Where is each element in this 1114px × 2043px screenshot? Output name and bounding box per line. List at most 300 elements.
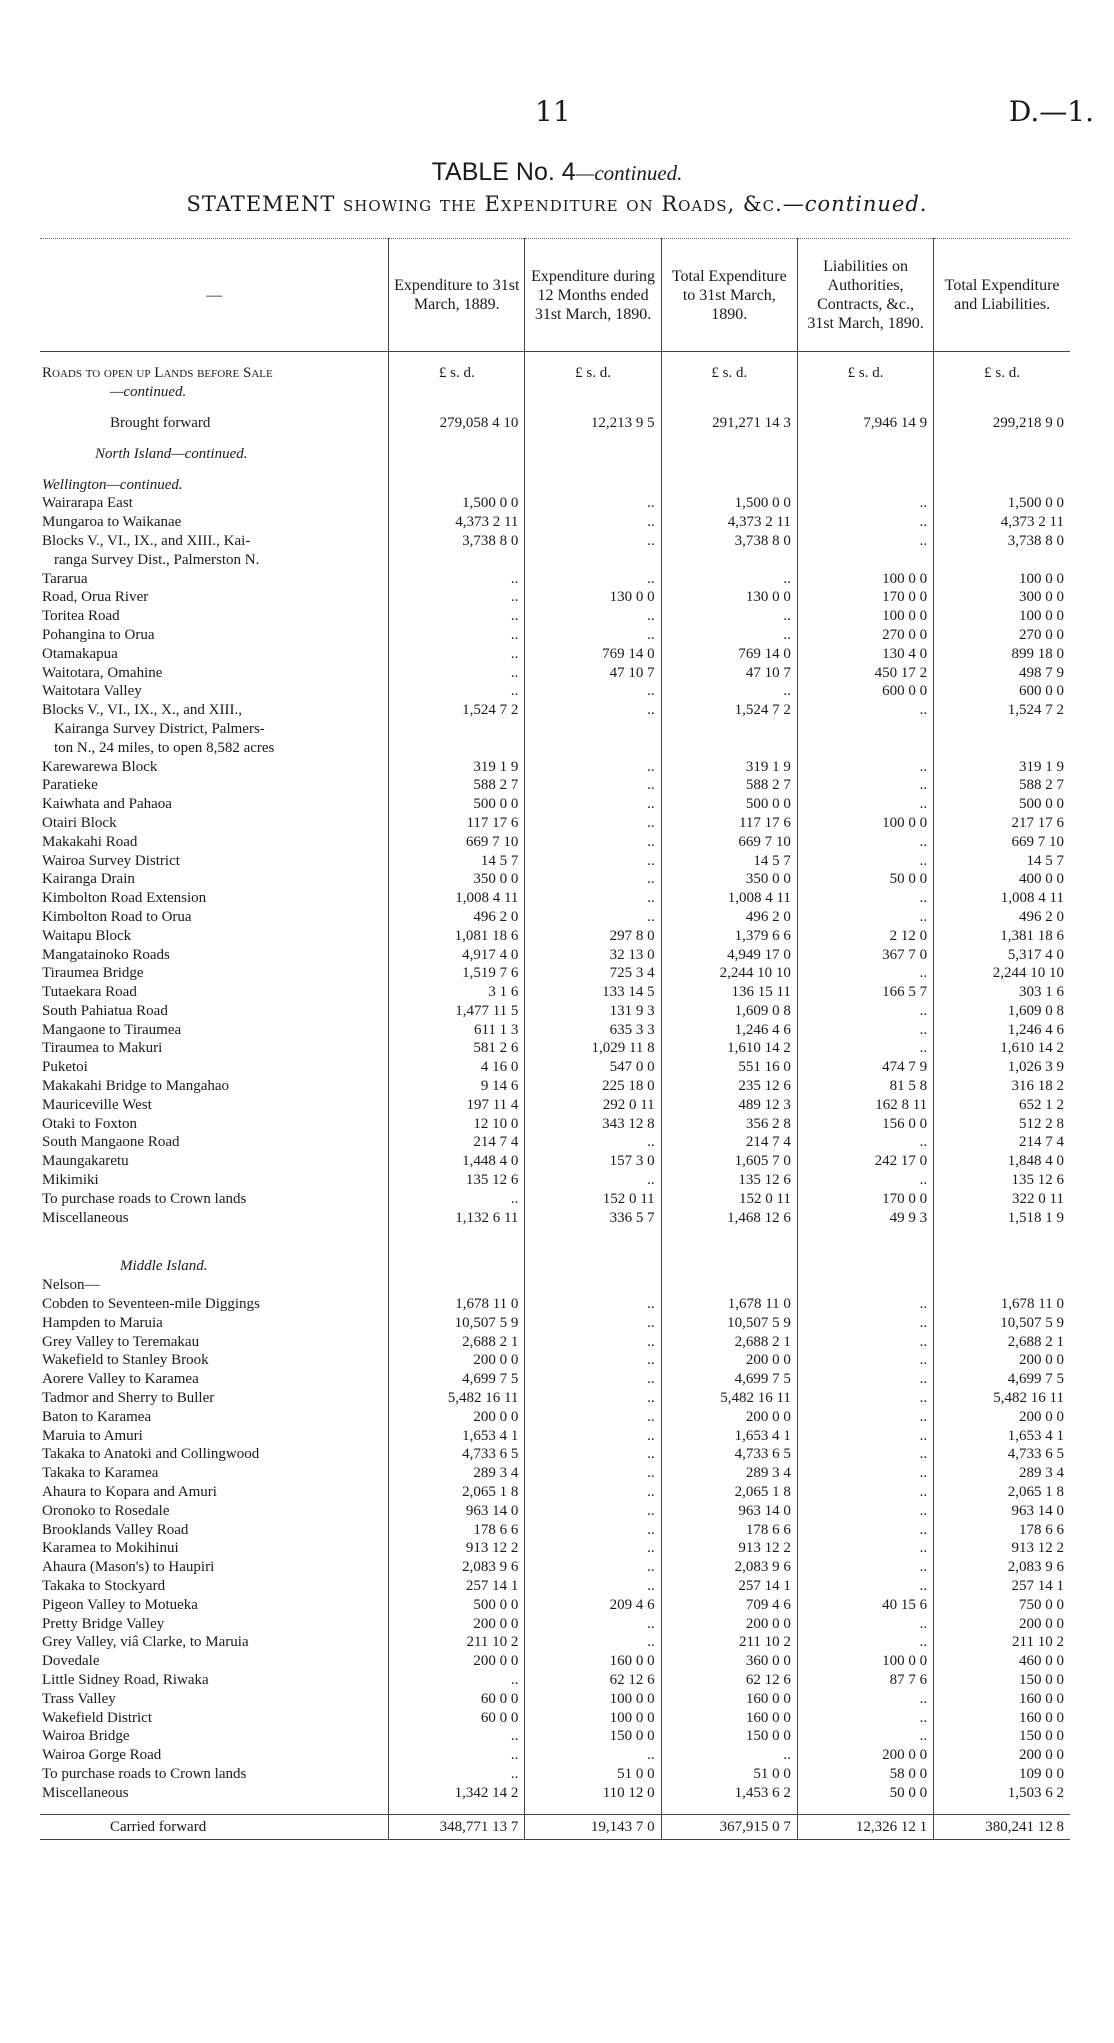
row-description: Tiraumea to Makuri xyxy=(42,1040,163,1057)
row-description: Takaka to Stockyard xyxy=(42,1578,166,1594)
row-amount: 136 15 11 xyxy=(661,983,797,1002)
row-amount: 588 2 7 xyxy=(934,776,1070,795)
row-description: Little Sidney Road, Riwaka xyxy=(42,1671,209,1688)
row-amount: 3,738 8 0 xyxy=(934,532,1070,551)
row-amount: 2,065 1 8 xyxy=(934,1483,1070,1502)
row-description: Brooklands Valley Road xyxy=(42,1521,189,1538)
row-amount: 600 0 0 xyxy=(797,682,933,701)
row-amount: 100 0 0 xyxy=(525,1689,661,1708)
row-amount: 47 10 7 xyxy=(661,663,797,682)
col-header-liabilities: Liabilities on Authorities, Contracts, &c., 31st March, 1890. xyxy=(797,239,933,352)
row-description: Mangaone to Tiraumea xyxy=(42,1021,182,1038)
row-amount: 400 0 0 xyxy=(934,870,1070,889)
row-amount: 214 7 4 xyxy=(661,1133,797,1152)
row-amount: .. xyxy=(525,1483,661,1502)
row-amount: 360 0 0 xyxy=(661,1652,797,1671)
table-row xyxy=(40,776,1070,795)
row-amount: .. xyxy=(797,1614,933,1633)
row-description: Hampden to Maruia xyxy=(42,1314,163,1331)
row-amount: 669 7 10 xyxy=(934,832,1070,851)
row-amount: 130 0 0 xyxy=(661,588,797,607)
row-amount: 336 5 7 xyxy=(525,1208,661,1227)
row-amount: 350 0 0 xyxy=(389,870,525,889)
row-amount: 178 6 6 xyxy=(389,1520,525,1539)
row-amount: .. xyxy=(525,1426,661,1445)
table-row xyxy=(40,682,1070,701)
row-amount: 214 7 4 xyxy=(389,1133,525,1152)
table-row xyxy=(40,720,1070,739)
row-amount: 2,065 1 8 xyxy=(389,1483,525,1502)
row-description: To purchase roads to Crown lands xyxy=(42,1190,247,1207)
row-amount: 170 0 0 xyxy=(797,588,933,607)
row-amount: 160 0 0 xyxy=(934,1689,1070,1708)
row-amount: 60 0 0 xyxy=(389,1708,525,1727)
table-row xyxy=(40,1133,1070,1152)
row-description: Pohangina to Orua xyxy=(42,626,155,643)
row-amount: 963 14 0 xyxy=(934,1501,1070,1520)
row-amount: .. xyxy=(525,607,661,626)
row-amount: .. xyxy=(525,1577,661,1596)
row-amount: 769 14 0 xyxy=(661,644,797,663)
row-amount: 131 9 3 xyxy=(525,1002,661,1021)
row-amount: 4,733 6 5 xyxy=(389,1445,525,1464)
table-row xyxy=(40,1426,1070,1445)
row-amount: 1,500 0 0 xyxy=(661,494,797,513)
row-amount: .. xyxy=(797,701,933,720)
row-description: Baton to Karamea xyxy=(42,1408,152,1425)
table-row xyxy=(40,1407,1070,1426)
row-amount: 150 0 0 xyxy=(525,1727,661,1746)
row-amount: 170 0 0 xyxy=(797,1189,933,1208)
row-amount: 117 17 6 xyxy=(661,814,797,833)
row-amount: .. xyxy=(797,851,933,870)
row-amount: 200 0 0 xyxy=(934,1351,1070,1370)
row-amount xyxy=(797,720,933,739)
page-header xyxy=(0,95,1114,135)
row-amount: .. xyxy=(525,1332,661,1351)
row-amount: 58 0 0 xyxy=(797,1765,933,1784)
row-amount: 2,083 9 6 xyxy=(389,1558,525,1577)
row-amount: 32 13 0 xyxy=(525,945,661,964)
row-amount: 300 0 0 xyxy=(934,588,1070,607)
row-amount: 2,065 1 8 xyxy=(661,1483,797,1502)
row-description: Mikimiki xyxy=(42,1172,99,1189)
table-row xyxy=(40,532,1070,551)
row-amount: 211 10 2 xyxy=(934,1633,1070,1652)
row-amount: 474 7 9 xyxy=(797,1058,933,1077)
row-amount: 1,453 6 2 xyxy=(661,1783,797,1802)
row-description: Wairarapa East xyxy=(42,495,133,512)
row-amount: 725 3 4 xyxy=(525,964,661,983)
row-amount: 5,482 16 11 xyxy=(389,1389,525,1408)
row-amount: .. xyxy=(525,1614,661,1633)
row-amount: .. xyxy=(797,1539,933,1558)
row-amount: .. xyxy=(797,1577,933,1596)
row-amount: 62 12 6 xyxy=(525,1671,661,1690)
row-description: Kimbolton Road to Orua xyxy=(42,908,192,925)
row-amount: 1,518 1 9 xyxy=(934,1208,1070,1227)
row-amount: 319 1 9 xyxy=(934,757,1070,776)
row-amount: 500 0 0 xyxy=(389,1595,525,1614)
row-amount: 551 16 0 xyxy=(661,1058,797,1077)
table-row xyxy=(40,851,1070,870)
row-amount: 1,524 7 2 xyxy=(934,701,1070,720)
row-amount: 1,008 4 11 xyxy=(389,889,525,908)
row-amount: 913 12 2 xyxy=(661,1539,797,1558)
row-amount: 200 0 0 xyxy=(934,1614,1070,1633)
row-description: Grey Valley to Teremakau xyxy=(42,1333,200,1350)
row-amount: 150 0 0 xyxy=(934,1727,1070,1746)
row-amount: .. xyxy=(797,908,933,927)
table-row xyxy=(40,588,1070,607)
row-amount: 512 2 8 xyxy=(934,1114,1070,1133)
row-amount: 4,699 7 5 xyxy=(389,1370,525,1389)
row-amount: 5,317 4 0 xyxy=(934,945,1070,964)
section-heading-row: Roads to open up Lands before Sale £ s. d. £ s. d. £ s. d. £ s. d. £ s. d. xyxy=(40,364,1070,383)
row-amount: 913 12 2 xyxy=(934,1539,1070,1558)
row-amount: 4,373 2 11 xyxy=(389,513,525,532)
table-row xyxy=(40,569,1070,588)
row-amount: 156 0 0 xyxy=(797,1114,933,1133)
row-amount xyxy=(934,738,1070,757)
row-description: Maungakaretu xyxy=(42,1153,129,1170)
row-amount: 162 8 11 xyxy=(797,1095,933,1114)
row-amount: 197 11 4 xyxy=(389,1095,525,1114)
row-amount: 1,519 7 6 xyxy=(389,964,525,983)
table-row xyxy=(40,701,1070,720)
row-description: To purchase roads to Crown lands xyxy=(42,1765,247,1782)
row-amount: 1,678 11 0 xyxy=(934,1295,1070,1314)
row-amount: .. xyxy=(525,1295,661,1314)
row-description: Miscellaneous xyxy=(42,1784,129,1801)
row-amount: 1,468 12 6 xyxy=(661,1208,797,1227)
row-amount: 611 1 3 xyxy=(389,1020,525,1039)
row-amount: 51 0 0 xyxy=(525,1765,661,1784)
row-amount: 100 0 0 xyxy=(797,1652,933,1671)
row-amount: 913 12 2 xyxy=(389,1539,525,1558)
row-amount: 10,507 5 9 xyxy=(389,1313,525,1332)
row-amount: 1,342 14 2 xyxy=(389,1783,525,1802)
row-amount: 81 5 8 xyxy=(797,1077,933,1096)
row-amount: 1,678 11 0 xyxy=(389,1295,525,1314)
row-description: Mungaroa to Waikanae xyxy=(42,514,182,531)
row-amount: 1,653 4 1 xyxy=(661,1426,797,1445)
table-row xyxy=(40,1746,1070,1765)
row-amount: 14 5 7 xyxy=(389,851,525,870)
table-row xyxy=(40,1633,1070,1652)
row-amount: .. xyxy=(525,569,661,588)
row-description: Puketoi xyxy=(42,1059,88,1076)
row-amount: 200 0 0 xyxy=(661,1351,797,1370)
row-amount: 356 2 8 xyxy=(661,1114,797,1133)
col-header-total-1890: Total Expenditure to 31st March, 1890. xyxy=(661,239,797,352)
table-row xyxy=(40,832,1070,851)
row-amount: .. xyxy=(797,1464,933,1483)
row-amount: .. xyxy=(797,889,933,908)
row-amount: 100 0 0 xyxy=(797,814,933,833)
table-title: TABLE No. 4—continued. xyxy=(431,158,683,186)
row-amount: 450 17 2 xyxy=(797,663,933,682)
row-amount: 500 0 0 xyxy=(934,795,1070,814)
row-description: ton N., 24 miles, to open 8,582 acres xyxy=(54,739,275,756)
north-island-heading: North Island—continued. xyxy=(95,445,248,462)
col-header-total-exp-liab: Total Expenditure and Liabilities. xyxy=(934,239,1070,352)
row-amount: 1,081 18 6 xyxy=(389,926,525,945)
row-description: Miscellaneous xyxy=(42,1209,129,1226)
table-row xyxy=(40,983,1070,1002)
row-amount xyxy=(934,550,1070,569)
table-row xyxy=(40,1520,1070,1539)
row-amount: .. xyxy=(797,1501,933,1520)
row-amount: 100 0 0 xyxy=(934,569,1070,588)
middle-island-heading: Middle Island. xyxy=(120,1258,208,1275)
row-description: Toritea Road xyxy=(42,608,120,625)
col-header-exp-12-months: Expenditure during 12 Months ended 31st March, 1890. xyxy=(525,239,661,352)
row-amount: 235 12 6 xyxy=(661,1077,797,1096)
row-amount: .. xyxy=(661,1746,797,1765)
row-amount: 109 0 0 xyxy=(934,1765,1070,1784)
row-description: Tiraumea Bridge xyxy=(42,965,144,982)
row-amount: .. xyxy=(525,1501,661,1520)
row-amount: 200 0 0 xyxy=(389,1614,525,1633)
row-amount: 51 0 0 xyxy=(661,1765,797,1784)
row-amount: 2,244 10 10 xyxy=(661,964,797,983)
row-amount: 117 17 6 xyxy=(389,814,525,833)
row-description: Otamakapua xyxy=(42,645,118,662)
row-amount: 1,008 4 11 xyxy=(934,889,1070,908)
row-amount: .. xyxy=(797,1295,933,1314)
row-amount: .. xyxy=(525,851,661,870)
row-description: ranga Survey Dist., Palmerston N. xyxy=(54,551,260,568)
row-amount: 289 3 4 xyxy=(661,1464,797,1483)
row-amount: 130 4 0 xyxy=(797,644,933,663)
row-amount: .. xyxy=(797,1332,933,1351)
row-amount: 460 0 0 xyxy=(934,1652,1070,1671)
table-row xyxy=(40,1464,1070,1483)
row-amount: 14 5 7 xyxy=(934,851,1070,870)
row-amount: .. xyxy=(525,870,661,889)
row-amount: 489 12 3 xyxy=(661,1095,797,1114)
row-amount: .. xyxy=(389,569,525,588)
row-amount: .. xyxy=(525,513,661,532)
row-amount: .. xyxy=(389,607,525,626)
row-description: Cobden to Seventeen-mile Diggings xyxy=(42,1296,260,1313)
table-row xyxy=(40,795,1070,814)
row-amount: 200 0 0 xyxy=(934,1746,1070,1765)
table-row xyxy=(40,814,1070,833)
table-row xyxy=(40,1095,1070,1114)
row-amount: 200 0 0 xyxy=(797,1746,933,1765)
row-amount: 157 3 0 xyxy=(525,1152,661,1171)
row-amount: 50 0 0 xyxy=(797,870,933,889)
row-amount: 2 12 0 xyxy=(797,926,933,945)
expenditure-table xyxy=(40,238,1070,1840)
row-amount: 60 0 0 xyxy=(389,1689,525,1708)
row-description: Wairoa Bridge xyxy=(42,1728,130,1745)
row-amount: 350 0 0 xyxy=(661,870,797,889)
table-row xyxy=(40,738,1070,757)
row-amount xyxy=(661,720,797,739)
row-amount: 5,482 16 11 xyxy=(934,1389,1070,1408)
row-amount: 289 3 4 xyxy=(389,1464,525,1483)
row-amount xyxy=(525,550,661,569)
row-amount: 635 3 3 xyxy=(525,1020,661,1039)
row-amount: .. xyxy=(797,832,933,851)
row-amount: 1,605 7 0 xyxy=(661,1152,797,1171)
row-description: Tararua xyxy=(42,570,88,587)
table-row xyxy=(40,644,1070,663)
row-amount: 211 10 2 xyxy=(389,1633,525,1652)
row-amount: 200 0 0 xyxy=(389,1351,525,1370)
row-amount: .. xyxy=(525,1389,661,1408)
row-amount: 50 0 0 xyxy=(797,1783,933,1802)
row-amount: .. xyxy=(797,1313,933,1332)
row-amount xyxy=(797,550,933,569)
row-amount: 40 15 6 xyxy=(797,1595,933,1614)
table-row xyxy=(40,1313,1070,1332)
table-row xyxy=(40,870,1070,889)
row-amount: 10,507 5 9 xyxy=(934,1313,1070,1332)
row-description: Ahaura to Kopara and Amuri xyxy=(42,1484,217,1501)
row-amount: .. xyxy=(525,795,661,814)
row-amount: 1,609 0 8 xyxy=(934,1002,1070,1021)
row-amount: .. xyxy=(525,494,661,513)
table-row xyxy=(40,908,1070,927)
row-amount: .. xyxy=(525,814,661,833)
row-amount: .. xyxy=(389,626,525,645)
row-amount: 1,609 0 8 xyxy=(661,1002,797,1021)
document-reference: D.—1. xyxy=(1008,95,1094,128)
row-description: Road, Orua River xyxy=(42,589,149,606)
table-row xyxy=(40,1445,1070,1464)
table-row xyxy=(40,1689,1070,1708)
row-amount: .. xyxy=(525,1746,661,1765)
row-amount: .. xyxy=(797,776,933,795)
table-row xyxy=(40,1614,1070,1633)
row-amount: 1,132 6 11 xyxy=(389,1208,525,1227)
row-description: Wairoa Gorge Road xyxy=(42,1747,162,1764)
row-amount: 547 0 0 xyxy=(525,1058,661,1077)
row-amount: .. xyxy=(797,513,933,532)
row-amount: 1,524 7 2 xyxy=(661,701,797,720)
row-description: Maruia to Amuri xyxy=(42,1427,143,1444)
row-amount: .. xyxy=(389,644,525,663)
row-amount: .. xyxy=(525,1633,661,1652)
row-amount: 257 14 1 xyxy=(661,1577,797,1596)
row-amount: 5,482 16 11 xyxy=(661,1389,797,1408)
row-description: Kairanga Survey District, Palmers- xyxy=(54,720,265,737)
row-description: Aorere Valley to Karamea xyxy=(42,1371,199,1388)
row-description: Pretty Bridge Valley xyxy=(42,1615,165,1632)
table-subtitle: STATEMENT showing the Expenditure on Roads, &c.—continued. xyxy=(186,192,928,216)
row-amount: .. xyxy=(525,889,661,908)
row-amount: 1,610 14 2 xyxy=(661,1039,797,1058)
row-amount: 1,678 11 0 xyxy=(661,1295,797,1314)
table-row xyxy=(40,513,1070,532)
row-amount: 152 0 11 xyxy=(525,1189,661,1208)
row-amount: 100 0 0 xyxy=(934,607,1070,626)
row-amount: .. xyxy=(797,1633,933,1652)
table-row xyxy=(40,945,1070,964)
table-row xyxy=(40,757,1070,776)
row-amount: 12 10 0 xyxy=(389,1114,525,1133)
table-row xyxy=(40,1058,1070,1077)
table-row xyxy=(40,494,1070,513)
row-amount: 1,379 6 6 xyxy=(661,926,797,945)
row-amount: 200 0 0 xyxy=(661,1614,797,1633)
row-description: Grey Valley, viâ Clarke, to Maruia xyxy=(42,1634,249,1651)
row-amount: 3,738 8 0 xyxy=(661,532,797,551)
row-amount: .. xyxy=(797,1558,933,1577)
section-heading-continued: —continued. xyxy=(110,384,187,401)
row-amount: 769 14 0 xyxy=(525,644,661,663)
row-amount: 200 0 0 xyxy=(661,1407,797,1426)
row-amount: 4,733 6 5 xyxy=(661,1445,797,1464)
row-amount: .. xyxy=(797,532,933,551)
table-row xyxy=(40,1208,1070,1227)
row-description: Kaiwhata and Pahaoa xyxy=(42,796,172,813)
row-amount: .. xyxy=(797,1039,933,1058)
row-amount: 1,448 4 0 xyxy=(389,1152,525,1171)
row-amount: 4,373 2 11 xyxy=(661,513,797,532)
row-amount: 2,083 9 6 xyxy=(661,1558,797,1577)
row-description: Kairanga Drain xyxy=(42,871,135,888)
row-amount: 200 0 0 xyxy=(389,1652,525,1671)
row-description: Ahaura (Mason's) to Haupiri xyxy=(42,1559,215,1576)
row-amount: 200 0 0 xyxy=(389,1407,525,1426)
row-description: Wakefield District xyxy=(42,1709,153,1726)
row-description: Trass Valley xyxy=(42,1690,116,1707)
col-header-exp-1889: Expenditure to 31st March, 1889. xyxy=(389,239,525,352)
row-amount: 4,949 17 0 xyxy=(661,945,797,964)
table-row xyxy=(40,1389,1070,1408)
row-amount: 319 1 9 xyxy=(661,757,797,776)
row-amount: 367 7 0 xyxy=(797,945,933,964)
row-amount: .. xyxy=(797,1708,933,1727)
row-amount: 4,699 7 5 xyxy=(934,1370,1070,1389)
row-amount: 899 18 0 xyxy=(934,644,1070,663)
row-amount: 100 0 0 xyxy=(797,569,933,588)
row-amount: .. xyxy=(389,682,525,701)
row-amount: .. xyxy=(797,494,933,513)
row-amount: 3 1 6 xyxy=(389,983,525,1002)
row-amount: 709 4 6 xyxy=(661,1595,797,1614)
brought-forward-row: Brought forward 279,058 4 10 12,213 9 5 291,271 14 3 7,946 14 9 299,218 9 0 xyxy=(40,414,1070,433)
table-row xyxy=(40,1039,1070,1058)
row-amount: .. xyxy=(525,776,661,795)
row-amount: 1,524 7 2 xyxy=(389,701,525,720)
row-amount: 500 0 0 xyxy=(389,795,525,814)
table-row xyxy=(40,1558,1070,1577)
row-description: Tadmor and Sherry to Buller xyxy=(42,1390,215,1407)
row-amount: .. xyxy=(389,663,525,682)
row-amount: 2,083 9 6 xyxy=(934,1558,1070,1577)
row-description: Karewarewa Block xyxy=(42,758,158,775)
table-row xyxy=(40,626,1070,645)
row-description: Blocks V., VI., IX., X., and XIII., xyxy=(42,702,242,719)
row-description: Mauriceville West xyxy=(42,1096,152,1113)
table-row xyxy=(40,1501,1070,1520)
row-amount xyxy=(661,738,797,757)
row-amount: .. xyxy=(661,682,797,701)
row-description: Makakahi Bridge to Mangahao xyxy=(42,1078,230,1095)
row-description: Makakahi Road xyxy=(42,833,138,850)
row-amount: 303 1 6 xyxy=(934,983,1070,1002)
row-amount: 160 0 0 xyxy=(661,1708,797,1727)
row-description: Kimbolton Road Extension xyxy=(42,890,207,907)
row-amount: 1,026 3 9 xyxy=(934,1058,1070,1077)
row-amount: .. xyxy=(525,1370,661,1389)
